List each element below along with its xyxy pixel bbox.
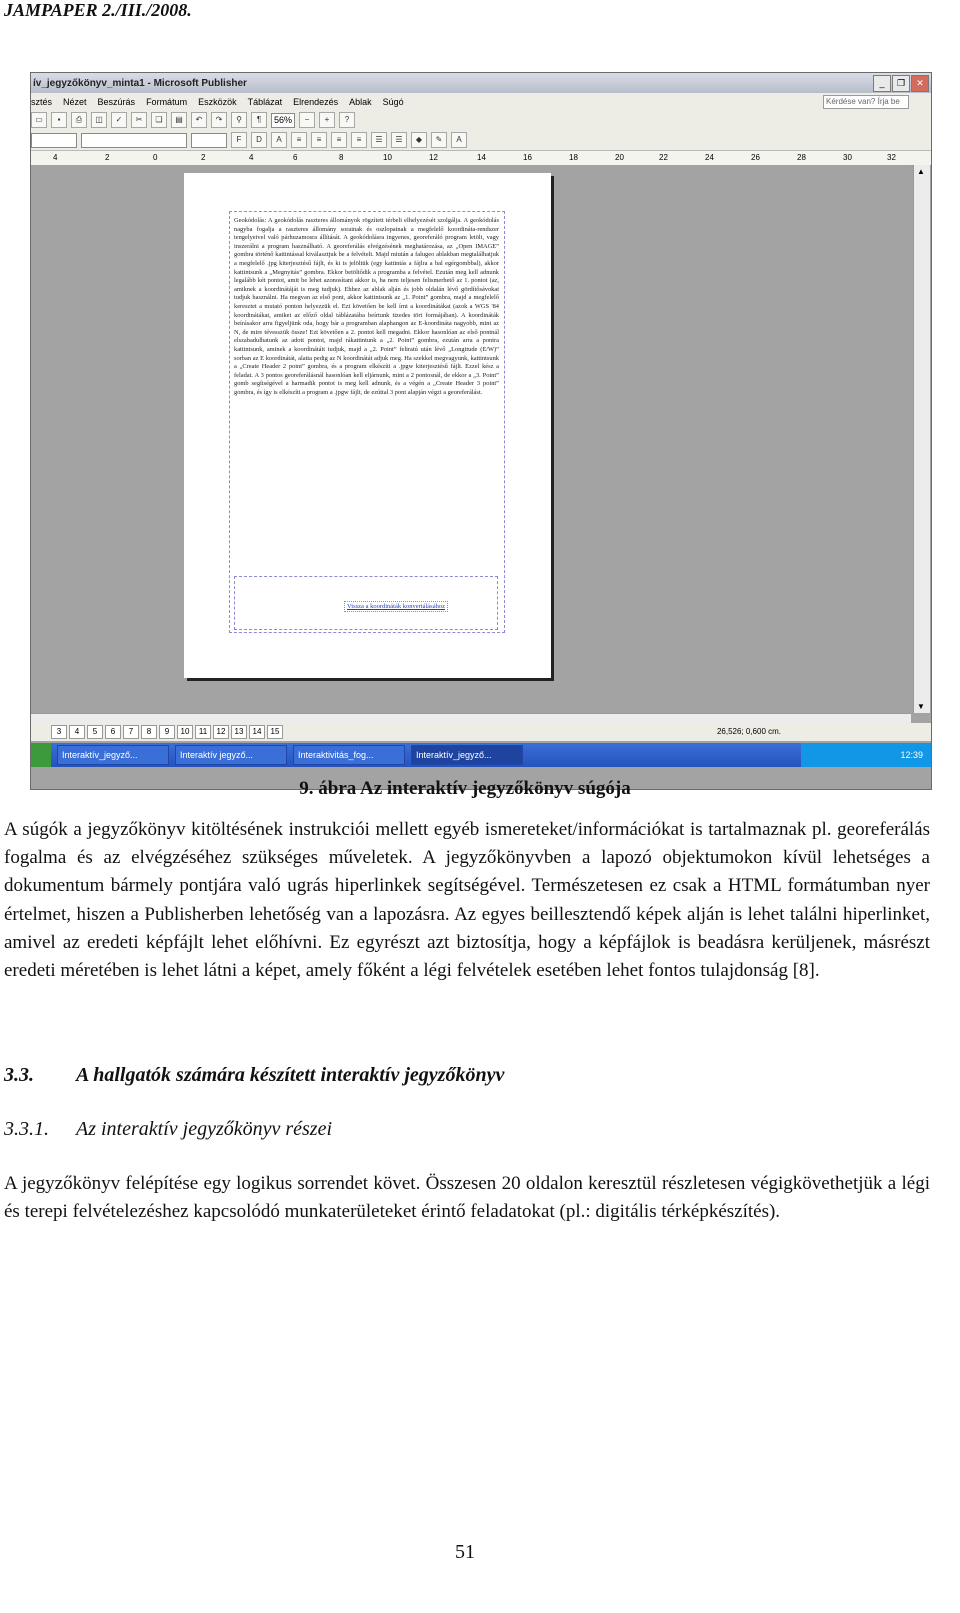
ruler-tick: 8 — [339, 153, 344, 162]
help-icon[interactable]: ? — [339, 112, 355, 128]
fill-color-icon[interactable]: ◆ — [411, 132, 427, 148]
ruler-tick: 4 — [249, 153, 254, 162]
bold-icon[interactable]: F — [231, 132, 247, 148]
taskbar-item-active[interactable]: Interaktív_jegyző... — [411, 745, 523, 765]
line-color-icon[interactable]: ✎ — [431, 132, 447, 148]
menu-item[interactable]: Beszúrás — [97, 96, 136, 107]
paste-icon[interactable]: ▤ — [171, 112, 187, 128]
section-heading — [4, 1064, 504, 1087]
font-select[interactable] — [81, 133, 187, 148]
formatting-toolbar — [31, 130, 931, 151]
horizontal-ruler — [31, 151, 931, 166]
help-search-input[interactable]: Kérdése van? Írja be — [823, 95, 909, 109]
preview-icon[interactable]: ◫ — [91, 112, 107, 128]
align-left-icon[interactable]: ≡ — [291, 132, 307, 148]
ruler-tick: 12 — [429, 153, 438, 162]
maximize-icon[interactable]: ❐ — [892, 75, 910, 92]
ruler-tick: 32 — [887, 153, 896, 162]
subsection-number: 3.3.1. — [4, 1118, 49, 1140]
help-text-frame[interactable]: Geokódolás: A geokódolás raszteres állományok rögzített térbeli elhelyezését szolgálja. A geokódolás nagyba fogalja a raszteres állomány sorainak és oszlopainak a megfelelő koordináta-rendszer tengelyeivel való párhuzamosra állítását. A geokódolásra ingyenes, georeferáló program letölt, vagy inszerálni a program használható. A georeferálás elvégzésének meghatározása, az „Open IMAGE” gombra történő kattintással kiválasztjuk be a felvételt. Majd miután a falugeo ablakban megtalálhatjuk a megfelelő .jpg kiterjesztésű fájlt, és ki is jelöltük (egy kattintás a fájlra a bal egérgombbal), akkor kattintsunk a „Megnyitás” gombra. Ekkor betöltődik a programba a felvétel. Ezután meg kell adnunk legalább két pontot, amit be lehet azonosítani akkor is, ha nem teljesen felismerhető az 1. pontot (az, amiknek a koordinátáját is meg tudjuk). Ehhez az ablak alján és jobb oldalán lévő gördítősávokat tudjuk használni. Ha megvan az első pont, akkor kattintsunk az „1. Point” gombra, majd a megfelelő keresztet a mutató ponton helyezzük el. Ezt követően be kell írni a koordinátákat (azok a WGS '84 koordinátákat, amiket az előző oldal táblázatába beírtunk tizedes tört formájában). A koordináták beírásakor arra figyeljünk oda, hogy bár a programban alaphangon az E-koordináta nagyobb, mint az N, de mire tévesszük össze! Ezt követően a 2. pontot kell megadni. Ekkor hasonlóan az első pontnál elszabadulhatunk az adott pontot, majd rákattintunk a „2. Point” gombra, ezután arra a pontra kattintsunk, aminek a koordinátáit tudjuk, majd a „2. Point” feliratú után lévő „Longitude (E/W)” sorban az E koordinátát, alatta pedig az N koordinátát adjuk meg. Ha szekkel megvagyunk, kattintsunk a „Create Header 2 point” gombra, és a program elkészíti a .jpgw kiterjesztésű fájlt. Ezzel kész a feladat. A 3 pontos georeferálásnál hasonlóan kell eljárnunk, mint a 2 pontosnál, de ekkor a „3. Point” gomb segítségével a harmadik pontot is meg kell adnunk, és a végén a „Create Header 3 point” gombra, és így is elkészíti a program a .jpgw fájlt, de ezúttal 3 pont alapján végzi a georeferálást. — [234, 217, 499, 396]
ruler-tick: 30 — [843, 153, 852, 162]
menu-item[interactable]: Táblázat — [247, 96, 283, 107]
taskbar-item[interactable]: Interaktivitás_fog... — [293, 745, 405, 765]
subsection-heading — [4, 1118, 332, 1141]
menu-item[interactable]: Nézet — [63, 96, 87, 107]
underline-icon[interactable]: A — [271, 132, 287, 148]
page-tab[interactable]: 3 — [51, 725, 67, 739]
font-color-icon[interactable]: A — [451, 132, 467, 148]
figure-caption: 9. ábra Az interaktív jegyzőkönyv súgója — [299, 778, 631, 799]
vertical-scrollbar[interactable] — [913, 165, 930, 713]
page-tab[interactable]: 9 — [159, 725, 175, 739]
minimize-icon[interactable]: _ — [873, 75, 891, 92]
copy-icon[interactable]: ❏ — [151, 112, 167, 128]
page-navigation — [31, 723, 932, 741]
menu-item[interactable]: Eszközök — [198, 96, 237, 107]
ruler-tick: 28 — [797, 153, 806, 162]
page-tab[interactable]: 13 — [231, 725, 247, 739]
ruler-tick: 20 — [615, 153, 624, 162]
align-center-icon[interactable]: ≡ — [311, 132, 327, 148]
window-title: ív_jegyzőkönyv_minta1 - Microsoft Publisher — [33, 77, 247, 89]
menu-item[interactable]: Súgó — [382, 96, 404, 107]
section-number: 3.3. — [4, 1064, 34, 1086]
body-paragraph: A jegyzőkönyv felépítése egy logikus sorrendet követ. Összesen 20 oldalon keresztül részletesen végigkövethetjük a légi és terepi felvételezéshez kapcsolódó munkaterületeket érintő feladatokat (pl.: digitális térképkészítés). — [4, 1173, 930, 1223]
page-tab[interactable]: 12 — [213, 725, 229, 739]
page-tab[interactable]: 15 — [267, 725, 283, 739]
ruler-tick: 26 — [751, 153, 760, 162]
start-button[interactable] — [31, 743, 51, 767]
menu-bar — [31, 93, 931, 110]
standard-toolbar — [31, 110, 931, 130]
zoom-in-icon[interactable]: + — [319, 112, 335, 128]
hyperlink-icon[interactable]: ⚲ — [231, 112, 247, 128]
ruler-tick: 2 — [201, 153, 206, 162]
ruler-tick: 10 — [383, 153, 392, 162]
justify-icon[interactable]: ≡ — [351, 132, 367, 148]
italic-icon[interactable]: D — [251, 132, 267, 148]
print-icon[interactable]: ⎙ — [71, 112, 87, 128]
menu-item[interactable]: Elrendezés — [293, 96, 339, 107]
ruler-tick: 22 — [659, 153, 668, 162]
redo-icon[interactable]: ↷ — [211, 112, 227, 128]
bullets-icon[interactable]: ☰ — [391, 132, 407, 148]
back-hyperlink[interactable]: Vissza a koordináták konvertálásához — [344, 601, 448, 612]
page-tab[interactable]: 14 — [249, 725, 265, 739]
ruler-tick: 0 — [153, 153, 158, 162]
style-select[interactable] — [31, 133, 77, 148]
taskbar-item[interactable]: Interaktív_jegyző... — [57, 745, 169, 765]
zoom-select[interactable]: 56% — [271, 113, 295, 128]
page-tab[interactable]: 11 — [195, 725, 211, 739]
ruler-tick: 24 — [705, 153, 714, 162]
ruler-tick: 14 — [477, 153, 486, 162]
close-icon[interactable]: ✕ — [911, 75, 929, 92]
journal-header: JAMPAPER 2./III./2008. — [4, 0, 192, 20]
page-number: 51 — [455, 1541, 475, 1563]
page-tab[interactable]: 4 — [69, 725, 85, 739]
ruler-tick: 18 — [569, 153, 578, 162]
publisher-screenshot — [30, 72, 932, 790]
spell-icon[interactable]: ✓ — [111, 112, 127, 128]
window-controls — [873, 75, 929, 92]
zoom-out-icon[interactable]: − — [299, 112, 315, 128]
menu-item[interactable]: Ablak — [349, 96, 372, 107]
undo-icon[interactable]: ↶ — [191, 112, 207, 128]
menu-item[interactable]: Formátum — [146, 96, 188, 107]
cut-icon[interactable]: ✂ — [131, 112, 147, 128]
menu-item[interactable]: sztés — [31, 96, 53, 107]
system-tray-clock: 12:39 — [801, 743, 931, 767]
font-size-select[interactable] — [191, 133, 227, 148]
ruler-tick: 2 — [105, 153, 110, 162]
ruler-tick: 16 — [523, 153, 532, 162]
open-icon[interactable]: ▭ — [31, 112, 47, 128]
taskbar-item[interactable]: Interaktív jegyző... — [175, 745, 287, 765]
position-readout: 26,526; 0,600 cm. — [716, 727, 781, 736]
page-tab[interactable]: 5 — [87, 725, 103, 739]
ruler-tick: 4 — [53, 153, 58, 162]
page-tab[interactable]: 6 — [105, 725, 121, 739]
save-icon[interactable]: ▪ — [51, 112, 67, 128]
numbering-icon[interactable]: ☰ — [371, 132, 387, 148]
publication-page[interactable] — [184, 173, 551, 678]
body-paragraph: A súgók a jegyzőkönyv kitöltésének instrukciói mellett egyéb ismereteket/információkat is tartalmaznak pl. georeferálás fogalma és az elvégzéséhez szükséges műveletek. A jegyzőkönyvben a lapozó objektumokon kívül lehetséges a dokumentum bármely pontjára való ugrás hiperlinkek segítségével. Természetesen ez csak a HTML formátumban nyer értelmet, hiszen a Publisherben lehetőség van a lapozásra. Az egyes beillesztendő képek alján is lehet találni hiperlinket, amivel az eredeti képfájlt lehet előhívni. Ez egyrészt azt biztosítja, hogy a képfájlok is beadásra kerüljenek, másrészt eredeti méretében is lehet látni a képet, amely főként a légi felvételek esetében lehet fontos tulajdonság [8]. — [4, 819, 930, 982]
section-title: A hallgatók számára készített interaktív jegyzőkönyv — [76, 1064, 505, 1086]
page-tab[interactable]: 10 — [177, 725, 193, 739]
paragraph-icon[interactable]: ¶ — [251, 112, 267, 128]
page-tab[interactable]: 8 — [141, 725, 157, 739]
scroll-up-icon[interactable]: ▲ — [917, 167, 925, 176]
scroll-down-icon[interactable]: ▼ — [917, 702, 925, 711]
subsection-title: Az interaktív jegyzőkönyv részei — [76, 1118, 333, 1140]
window-titlebar — [31, 73, 931, 93]
align-right-icon[interactable]: ≡ — [331, 132, 347, 148]
page-tab[interactable]: 7 — [123, 725, 139, 739]
windows-taskbar — [31, 743, 931, 767]
ruler-tick: 6 — [293, 153, 298, 162]
